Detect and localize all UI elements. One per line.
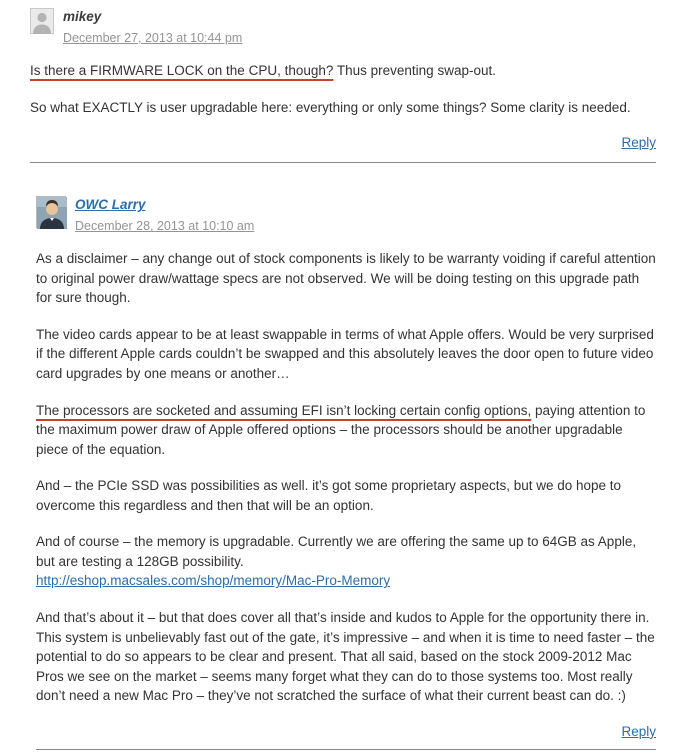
comment-date-link[interactable]: December 28, 2013 at 10:10 am	[75, 219, 255, 234]
comment-paragraph: And that’s about it – but that does cover all that’s inside and kudos to Apple for the opportunity there in. This system is unbelievably fast out of the gate, it’s impressive – and when it is time to need faster – the potential to do so appears to be clear and present. That all said, based on the stock 2009-2012 Mac Pros we see on the market – seems many forget what they can do to those systems too. Most really don’t need a new Mac Pro – they’ve not scratched the surface of what their current beast can do. :)	[36, 610, 655, 704]
comment-paragraph	[36, 401, 656, 460]
comment-divider	[36, 749, 656, 750]
comment-paragraph	[30, 61, 656, 81]
comment-body	[30, 61, 656, 117]
reply-row	[36, 723, 656, 741]
reply-link[interactable]: Reply	[621, 723, 656, 739]
memory-shop-link[interactable]: http://eshop.macsales.com/shop/memory/Mac-Pro-Memory	[36, 573, 391, 589]
annotated-text: Is there a FIRMWARE LOCK on the CPU, though?	[30, 63, 334, 78]
comment-paragraph: So what EXACTLY is user upgradable here: everything or only some things? Some clarity is needed.	[30, 99, 631, 115]
default-avatar-icon	[30, 8, 54, 34]
comment-meta	[63, 8, 242, 47]
comment-meta	[75, 196, 254, 235]
comment-body	[36, 249, 656, 706]
user-photo-avatar	[36, 196, 66, 228]
comment-author: mikey	[63, 9, 102, 24]
comment-header	[36, 196, 656, 235]
reply-link[interactable]: Reply	[621, 135, 656, 151]
annotated-text: The processors are socketed and assuming EFI isn’t locking certain config options,	[36, 402, 532, 418]
comment-text: Thus preventing swap-out.	[333, 63, 496, 78]
comment-header	[30, 8, 656, 47]
comment-paragraph: As a disclaimer – any change out of stock components is likely to be warranty voiding if careful attention to original power draw/wattage specs are not observed. We will be doing testing on this upgrade path for sure though.	[36, 251, 656, 306]
comment-divider	[30, 162, 656, 163]
comment-paragraph: The video cards appear to be at least swappable in terms of what Apple offers. Would be very surprised if the different Apple cards couldn’t be swapped and this absolutely leaves the door open to future video card upgrades by one means or another…	[36, 326, 654, 381]
reply-row	[30, 134, 656, 152]
comment-date-link[interactable]: December 27, 2013 at 10:44 pm	[63, 31, 243, 45]
comment-owc-larry	[30, 196, 656, 750]
comment-author-link[interactable]: OWC Larry	[75, 197, 146, 213]
comment-text: And of course – the memory is upgradable. Currently we are offering the same up to 64GB as Apple, but are testing a 128GB possibility.	[36, 534, 637, 569]
comment-mikey	[30, 8, 656, 163]
comment-text: paying attention to the maximum power draw of Apple offered options – the processors should be another upgradable piece of the equation.	[36, 402, 646, 457]
comment-paragraph: And – the PCIe SSD was possibilities as well. it’s got some proprietary aspects, but we do hope to overcome this regardless and then that will be an option.	[36, 478, 622, 513]
comment-paragraph	[36, 532, 656, 591]
